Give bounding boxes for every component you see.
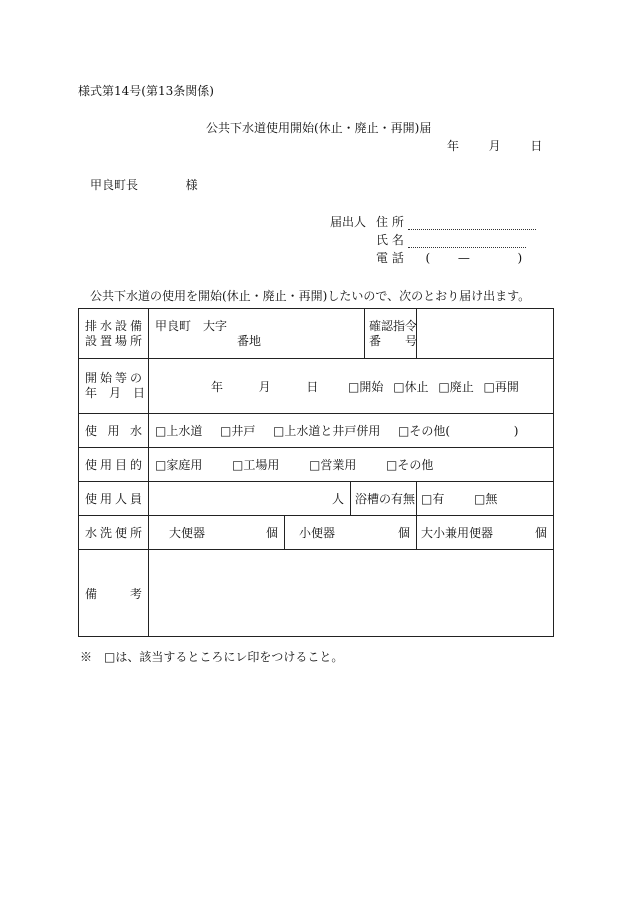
checkbox-bath-no[interactable]: □無 — [474, 492, 498, 506]
checkbox-purpose-other[interactable]: □その他 — [386, 458, 434, 472]
addressee-name: 甲良町長 — [90, 178, 139, 192]
remarks-label — [79, 550, 149, 637]
form-table — [78, 308, 554, 637]
checkbox-household[interactable]: □家庭用 — [155, 458, 203, 472]
phone-close: ) — [517, 251, 523, 265]
remarks-label-b: 考 — [129, 586, 142, 601]
water-field[interactable] — [149, 414, 554, 448]
remarks-field[interactable] — [149, 550, 554, 637]
purpose-label: 使用目的 — [79, 448, 149, 482]
location-label-line1: 排水設備 — [85, 318, 142, 333]
row-purpose — [79, 448, 554, 482]
confirm-label-line2: 番 号 — [369, 333, 418, 348]
small-toilet-field[interactable] — [285, 516, 417, 550]
name-label: 氏 名 — [376, 233, 404, 247]
row-start-date — [79, 359, 554, 414]
location-banchi: 番地 — [237, 334, 262, 348]
start-day: 日 — [306, 379, 319, 394]
purpose-field[interactable] — [149, 448, 554, 482]
checkbox-factory[interactable]: □工場用 — [232, 458, 280, 472]
date-year: 年 — [447, 139, 460, 153]
combined-toilet-label: 大小兼用便器 — [421, 526, 494, 540]
checkbox-business[interactable]: □営業用 — [309, 458, 357, 472]
bath-field[interactable] — [417, 482, 554, 516]
checkbox-start[interactable]: □開始 — [348, 379, 384, 394]
location-label-line2: 設置場所 — [85, 333, 142, 348]
row-location — [79, 309, 554, 359]
checkbox-tap-and-well[interactable]: □上水道と井戸併用 — [273, 424, 381, 438]
start-date-label-line2: 年 月 日 — [85, 386, 146, 400]
combined-toilet-unit: 個 — [535, 526, 548, 540]
location-label — [79, 309, 149, 359]
phone-row[interactable] — [376, 249, 522, 266]
checkbox-abolish[interactable]: □廃止 — [438, 379, 474, 394]
start-date-label — [79, 359, 149, 414]
date-day: 日 — [530, 139, 543, 153]
confirm-number-field[interactable] — [417, 309, 554, 359]
phone-open: ( — [425, 251, 431, 265]
confirm-label — [365, 309, 417, 359]
bath-label: 浴槽の有無 — [351, 482, 417, 516]
start-date-label-line1: 開始等の — [85, 371, 142, 385]
location-town: 甲良町 大字 — [155, 319, 228, 333]
row-remarks — [79, 550, 554, 637]
users-count-field[interactable] — [149, 482, 351, 516]
users-label: 使用人員 — [79, 482, 149, 516]
small-toilet-label: 小便器 — [299, 526, 336, 540]
checkbox-well[interactable]: □井戸 — [220, 424, 256, 438]
phone-dash: — — [457, 251, 470, 265]
phone-label: 電 話 — [376, 251, 404, 265]
address-label: 住 所 — [376, 215, 404, 229]
name-row[interactable] — [376, 231, 526, 248]
addressee — [90, 176, 198, 193]
start-month: 月 — [258, 379, 271, 394]
checkbox-resume[interactable]: □再開 — [483, 379, 519, 394]
row-users — [79, 482, 554, 516]
checkbox-bath-yes[interactable]: □有 — [421, 492, 445, 506]
big-toilet-field[interactable] — [149, 516, 285, 550]
small-toilet-unit: 個 — [398, 526, 411, 540]
checkbox-suspend[interactable]: □休止 — [393, 379, 429, 394]
row-toilets — [79, 516, 554, 550]
big-toilet-label: 大便器 — [169, 526, 206, 540]
toilets-label: 水洗便所 — [79, 516, 149, 550]
location-field[interactable] — [149, 309, 365, 359]
start-date-field[interactable] — [149, 359, 554, 414]
date-month: 月 — [488, 139, 501, 153]
footnote: ※ □は、該当するところにレ印をつけること。 — [80, 650, 344, 664]
big-toilet-unit: 個 — [265, 526, 278, 540]
address-row[interactable] — [376, 213, 536, 230]
water-other-close: ) — [513, 424, 519, 438]
start-year: 年 — [211, 379, 224, 394]
water-label: 使用水 — [79, 414, 149, 448]
addressee-honorific: 様 — [185, 178, 198, 192]
confirm-label-line1: 確認指令 — [369, 318, 418, 333]
remarks-label-a: 備 — [85, 586, 98, 601]
users-unit: 人 — [331, 492, 344, 506]
date-line — [447, 137, 542, 154]
checkbox-tap-water[interactable]: □上水道 — [155, 424, 203, 438]
applicant-label: 届出人 — [330, 215, 367, 229]
intro-text: 公共下水道の使用を開始(休止・廃止・再開)したいので、次のとおり届け出ます。 — [90, 289, 531, 303]
form-number: 様式第14号(第13条関係) — [78, 84, 214, 98]
address-field[interactable] — [408, 215, 536, 230]
document-title: 公共下水道使用開始(休止・廃止・再開)届 — [206, 121, 432, 135]
name-field[interactable] — [408, 233, 526, 248]
checkbox-water-other[interactable]: □その他( — [398, 424, 451, 438]
row-water — [79, 414, 554, 448]
combined-toilet-field[interactable] — [417, 516, 554, 550]
